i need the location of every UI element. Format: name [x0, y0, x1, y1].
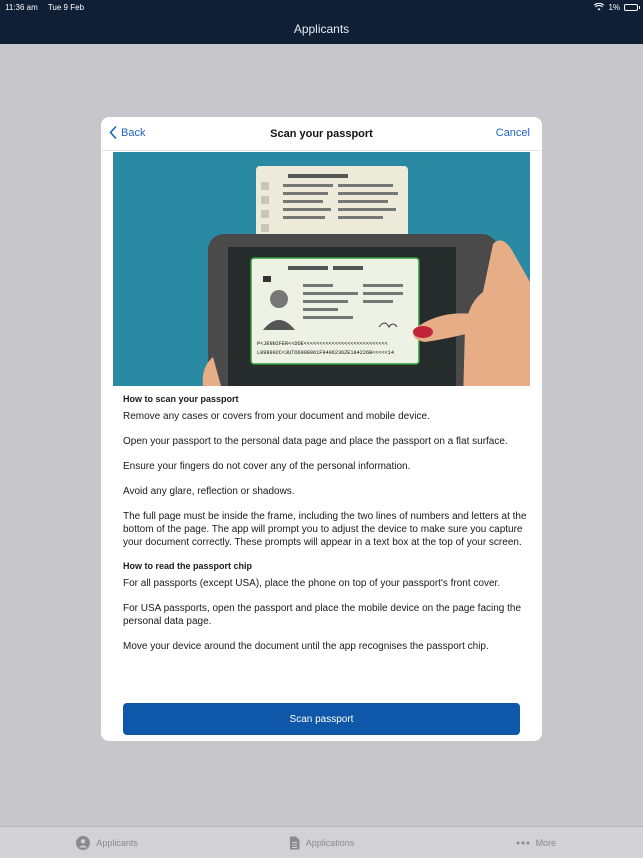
- mrz-line-1: P<JENNIFER<<DOE<<<<<<<<<<<<<<<<<<<<<<<<<<<: [257, 341, 388, 347]
- tab-label: Applications: [305, 837, 355, 848]
- instruction-paragraph: Remove any cases or covers from your document and mobile device.: [123, 411, 430, 422]
- tab-label: Applicants: [96, 837, 138, 848]
- status-date: Tue 9 Feb: [47, 2, 85, 12]
- tab-label: More: [535, 837, 557, 848]
- scan-passport-modal: [101, 117, 542, 741]
- scan-passport-button[interactable]: Scan passport: [123, 703, 520, 735]
- tab-more[interactable]: [429, 827, 643, 858]
- instruction-paragraph: Ensure your fingers do not cover any of the personal information.: [123, 461, 411, 472]
- tab-bar: [0, 826, 643, 858]
- instruction-paragraph: Avoid any glare, reflection or shadows.: [123, 486, 295, 497]
- modal-header: [101, 117, 542, 151]
- section-heading-scan: How to scan your passport: [123, 394, 239, 404]
- passport-scan-illustration: [113, 152, 530, 386]
- instruction-paragraph: For USA passports, open the passport and place the mobile device on the page facing the personal data page.: [123, 603, 522, 627]
- wifi-icon: [594, 3, 604, 11]
- instruction-paragraph: The full page must be inside the frame, including the two lines of numbers and letters at the bottom of the page. The app will prompt you to adjust the device to make sure you capture your document correctly. These prompts will appear in a text box at the top of your screen.: [123, 511, 527, 548]
- nav-bar: [0, 14, 643, 44]
- tab-applications[interactable]: [214, 827, 428, 858]
- instruction-paragraph: For all passports (except USA), place the phone on top of your passport's front cover.: [123, 578, 501, 589]
- document-icon: [289, 836, 300, 850]
- tab-applicants[interactable]: [0, 827, 214, 858]
- mrz-line-2: L898902C<3UTO6908061F9406236ZE184226B<<<<<14: [257, 350, 394, 356]
- page-title: Applicants: [293, 22, 350, 36]
- battery-icon: [624, 4, 638, 11]
- back-button[interactable]: [109, 126, 145, 139]
- modal-title: Scan your passport: [270, 127, 373, 140]
- person-icon: [76, 836, 90, 850]
- chevron-left-icon: [109, 126, 117, 139]
- back-label: Back: [121, 126, 146, 139]
- section-heading-chip: How to read the passport chip: [123, 561, 253, 571]
- battery-percent: 1%: [608, 2, 620, 12]
- instruction-paragraph: Open your passport to the personal data page and place the passport on a flat surface.: [123, 436, 508, 447]
- status-bar: [0, 0, 643, 14]
- status-time: 11:36 am: [5, 2, 38, 12]
- instruction-paragraph: Move your device around the document until the app recognises the passport chip.: [123, 641, 489, 652]
- cancel-button[interactable]: Cancel: [495, 127, 530, 139]
- passport-scan-image: [113, 152, 530, 386]
- more-dots-icon: [516, 841, 530, 845]
- instructions: [123, 394, 528, 696]
